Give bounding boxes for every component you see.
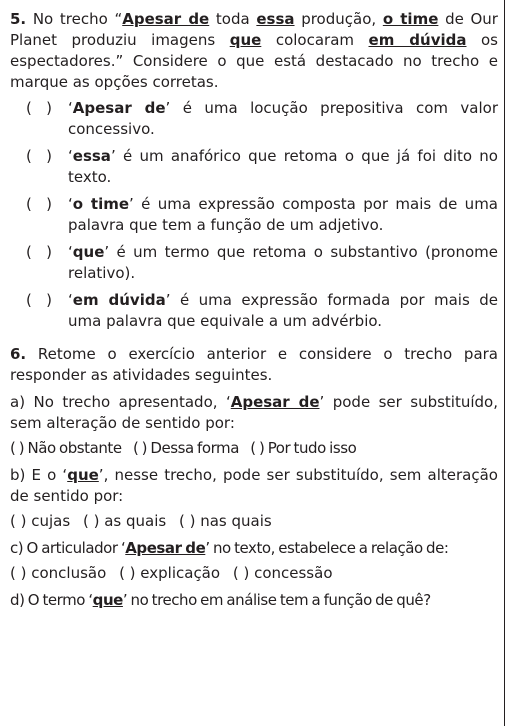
highlight-em-duvida: em dúvida [368,31,467,49]
choice-cujas[interactable]: ( ) cujas [10,512,71,530]
highlight-que: que [229,31,262,49]
question-number: 6. [10,345,27,363]
highlight-que: que [67,466,99,484]
choice-conclusao[interactable]: ( ) conclusão [10,564,107,582]
question-number: 5. [10,10,27,28]
option-text: é uma locução prepositiva com valor concessivo. [68,99,498,138]
option-term: que [72,243,105,261]
option-item[interactable]: ( ) ‘em dúvida’ é uma expressão formada por mais de uma palavra que equivale a um advérbio. [26,291,498,330]
highlight-que: que [92,591,123,609]
stem-text: produção, [294,10,383,28]
stem-text: de Our Planet produziu imagens [10,10,498,49]
page-border-right [504,0,505,726]
highlight-essa: essa [256,10,295,28]
checkbox-parens[interactable]: ( ) [26,243,53,261]
choice-nao-obstante[interactable]: ( ) Não obstante [10,439,122,457]
option-term: o time [72,195,130,213]
choice-explicacao[interactable]: ( ) explicação [119,564,221,582]
stem-text: Retome o exercício anterior e considere o trecho para responder as atividades seguintes. [10,345,498,384]
checkbox-parens[interactable]: ( ) [26,195,53,213]
option-term: essa [72,147,111,165]
option-text: é um anafórico que retoma o que já foi dito no texto. [68,147,498,186]
question-5 [10,9,498,332]
option-term: Apesar de [72,99,166,117]
checkbox-parens[interactable]: ( ) [26,147,53,165]
option-item[interactable]: ( ) ‘essa’ é um anafórico que retoma o que já foi dito no texto. [26,147,498,186]
item-a-choices [10,438,498,459]
choice-por-tudo-isso[interactable]: ( ) Por tudo isso [250,439,357,457]
item-d: d) O termo ‘que’ no trecho em análise tem a função de quê? [10,591,431,609]
option-text: é uma expressão formada por mais de uma palavra que equivale a um advérbio. [68,291,498,330]
item-c-choices [10,563,498,584]
choice-concessao[interactable]: ( ) concessão [232,564,333,582]
item-c: c) O articulador ‘Apesar de’ no texto, estabelece a relação de: [10,539,449,557]
item-a: a) No trecho apresentado, ‘Apesar de’ pode ser substituído, sem alteração de sentido por: [10,393,498,432]
choice-dessa-forma[interactable]: ( ) Dessa forma [132,439,239,457]
question-6-stem [10,344,498,386]
item-b-choices [10,511,498,532]
item-b: b) E o ‘que’, nesse trecho, pode ser substituído, sem alteração de sentido por: [10,466,498,505]
question-5-stem [10,9,498,93]
stem-text: toda [209,10,257,28]
highlight-apesar-de: Apesar de [230,393,320,411]
highlight-apesar-de: Apesar de [125,539,206,557]
question-5-options [26,98,498,332]
choice-as-quais[interactable]: ( ) as quais [82,512,167,530]
question-6 [10,344,498,611]
option-item[interactable]: ( ) ‘o time’ é uma expressão composta por mais de uma palavra que tem a função de um adjetivo. [26,195,498,234]
checkbox-parens[interactable]: ( ) [26,291,53,309]
option-text: é uma expressão composta por mais de uma palavra que tem a função de um adjetivo. [68,195,498,234]
option-item[interactable]: ( ) ‘Apesar de’ é uma locução prepositiva com valor concessivo. [26,99,498,138]
option-item[interactable]: ( ) ‘que’ é um termo que retoma o substantivo (pronome relativo). [26,243,498,282]
stem-text: No trecho “ [26,10,123,28]
stem-text: os espectadores.” Considere o que está destacado no trecho e marque as opções corretas. [10,31,498,91]
stem-text: colocaram [261,31,369,49]
worksheet [10,9,498,611]
option-text: é um termo que retoma o substantivo (pronome relativo). [68,243,498,282]
option-term: em dúvida [72,291,166,309]
highlight-o-time: o time [382,10,439,28]
choice-nas-quais[interactable]: ( ) nas quais [178,512,272,530]
checkbox-parens[interactable]: ( ) [26,99,53,117]
highlight-apesar-de: Apesar de [122,10,210,28]
